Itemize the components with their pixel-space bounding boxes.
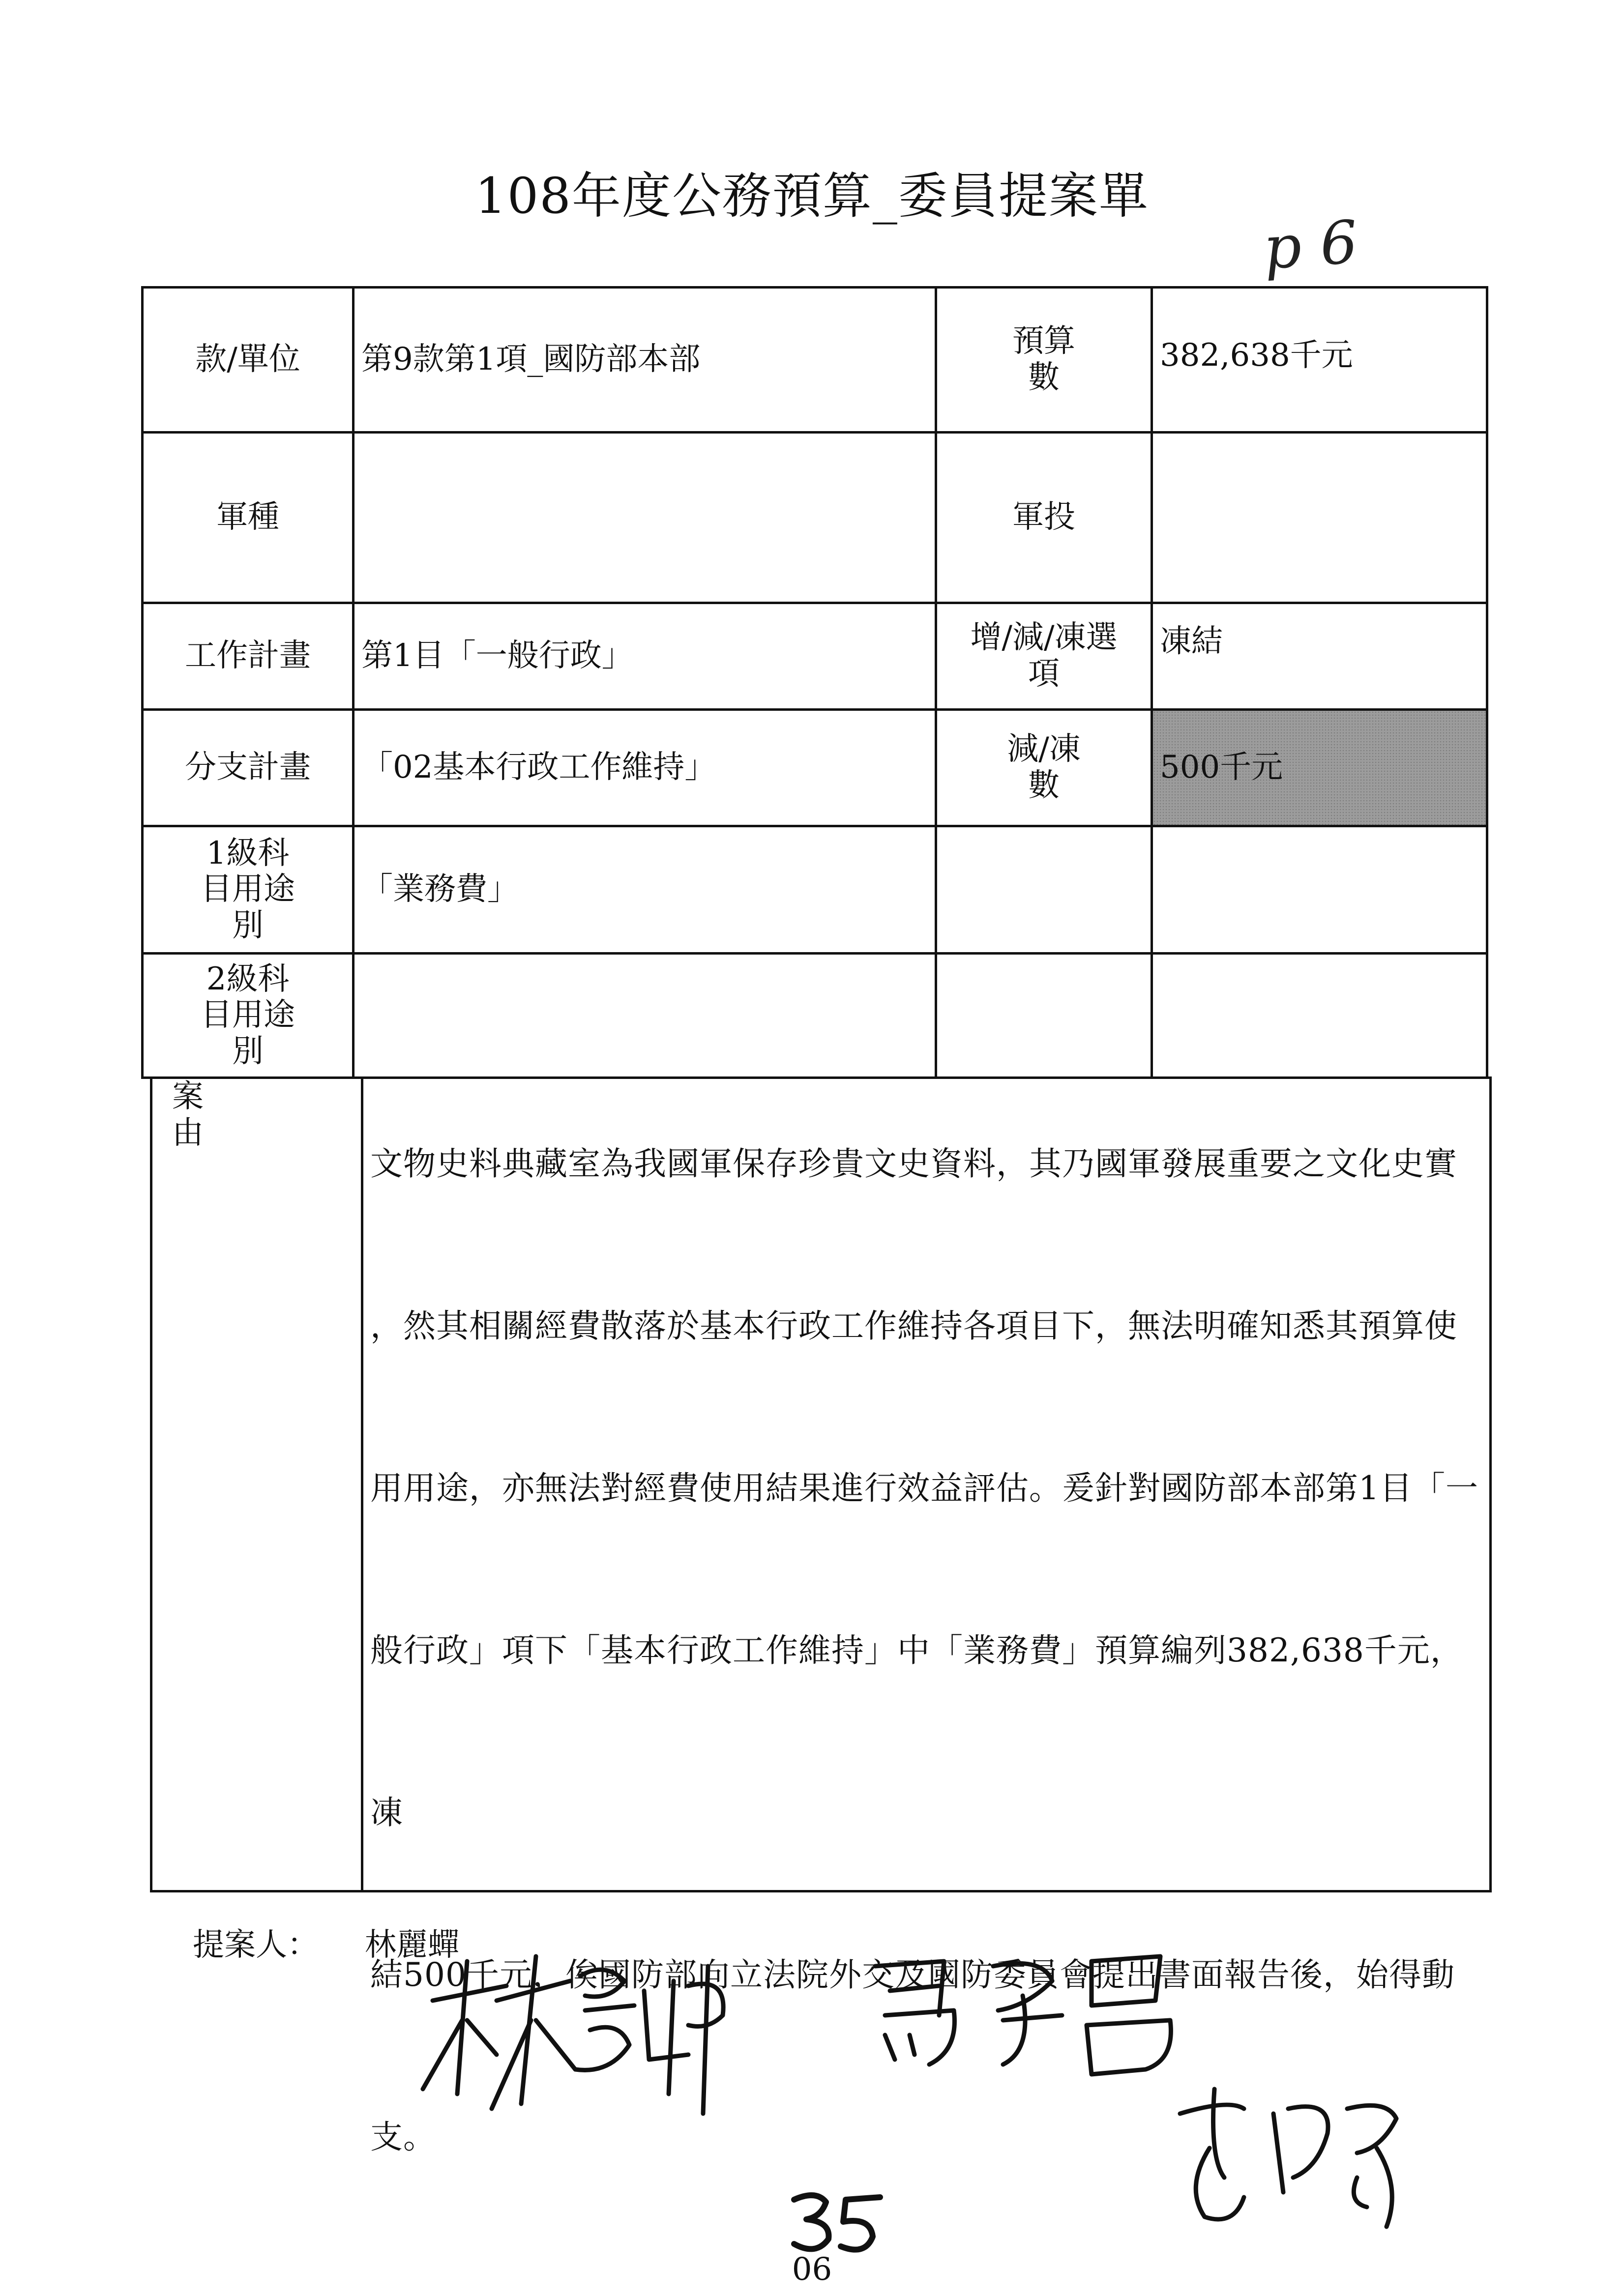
level2-extra-cell	[935, 952, 1153, 1079]
reason-label-cell	[150, 1076, 363, 1892]
reduce-freeze-label: 減/凍數	[935, 708, 1153, 827]
reason-line: 結500千元，俟國防部向立法院外交及國防委員會提出書面報告後，始得動	[370, 1956, 1455, 1994]
reason-line: 般行政」項下「基本行政工作維持」中「業務費」預算編列382,638千元，凍	[370, 1631, 1463, 1831]
reason-line: 用用途，亦無法對經費使用結果進行效益評估。爰針對國防部本部第1目「一	[370, 1469, 1478, 1507]
budget-amount-label: 預算數	[935, 286, 1153, 434]
fund-unit-label: 款/單位	[141, 286, 354, 434]
military-branch-value	[352, 431, 937, 604]
handwritten-number-35	[787, 2187, 895, 2261]
sub-plan-label: 分支計畫	[141, 708, 354, 827]
fund-unit-value: 第9款第1項_國防部本部	[352, 286, 937, 434]
level1-usage-label: 1級科目用途別	[141, 825, 354, 955]
reason-line: 支。	[370, 2118, 436, 2156]
level1-extra-cell	[935, 825, 1153, 955]
work-plan-value: 第1目「一般行政」	[352, 602, 937, 711]
budget-amount-value: 382,638千元	[1151, 286, 1488, 434]
signature-lin-li-chan	[413, 1947, 747, 2123]
military-investment-value	[1151, 431, 1488, 604]
level2-extra-value	[1151, 952, 1488, 1079]
page-number: 06	[792, 2251, 832, 2288]
military-investment-label: 軍投	[935, 431, 1153, 604]
proposer-name: 林麗蟬	[365, 1927, 459, 1963]
level1-extra-value	[1151, 825, 1488, 955]
proposer-label: 提案人：	[193, 1927, 319, 1963]
signature-lu-yu-ling	[1170, 2079, 1446, 2237]
reduce-freeze-value: 500千元	[1151, 708, 1488, 827]
sub-plan-value: 「02基本行政工作維持」	[352, 708, 937, 827]
signature-ma-wen-chun	[856, 1937, 1190, 2104]
action-option-label: 增/減/凍選項	[935, 602, 1153, 711]
reason-label: 案由	[172, 1078, 282, 1151]
military-branch-label: 軍種	[141, 431, 354, 604]
action-option-value: 凍結	[1151, 602, 1488, 711]
level2-usage-label: 2級科目用途別	[141, 952, 354, 1079]
level1-usage-value: 「業務費」	[352, 825, 937, 955]
page-title: 108年度公務預算_委員提案單	[475, 167, 1149, 225]
level2-usage-value	[352, 952, 937, 1079]
reason-line: ，然其相關經費散落於基本行政工作維持各項目下，無法明確知悉其預算使	[370, 1307, 1457, 1345]
work-plan-label: 工作計畫	[141, 602, 354, 711]
handwritten-page-annotation: p 6	[1261, 208, 1360, 283]
reason-line: 文物史料典藏室為我國軍保存珍貴文史資料，其乃國軍發展重要之文化史實	[370, 1145, 1457, 1183]
